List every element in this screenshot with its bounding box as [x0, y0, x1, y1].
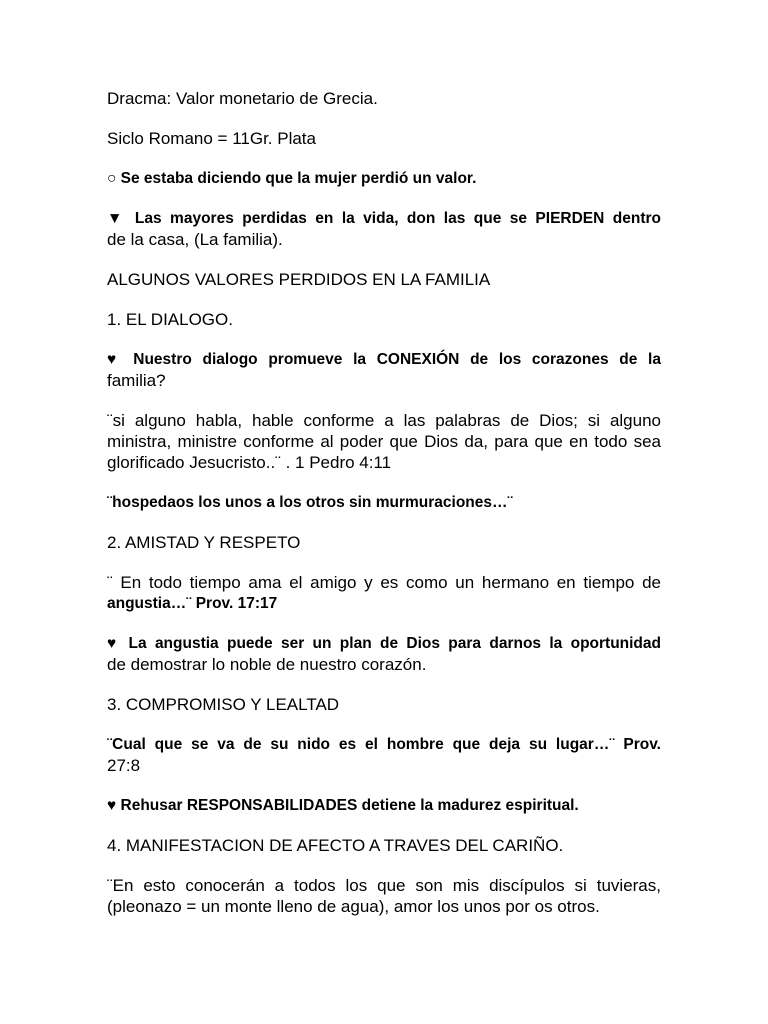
bullet-perdidas: ▼ Las mayores perdidas en la vida, don las que se PIERDEN dentro de la casa, (La familia).: [107, 210, 661, 249]
main-heading: ALGUNOS VALORES PERDIDOS EN LA FAMILIA: [107, 270, 491, 289]
definition-dracma: Dracma: Valor monetario de Grecia.: [107, 89, 378, 108]
quote-proverbios-27: ¨Cual que se va de su nido es el hombre que deja su lugar…¨ Prov. 27:8: [107, 736, 661, 775]
quote-1-pedro: ¨si alguno habla, hable conforme a las palabras de Dios; si alguno ministra, ministre conforme al poder que Dios da, para que en todo sea glorificado Jesucristo..¨ . 1 Pedro 4:11: [107, 411, 661, 472]
section-heading-1: 1. EL DIALOGO.: [107, 310, 233, 329]
paragraph-angustia: ♥ La angustia puede ser un plan de Dios para darnos la oportunidad de demostrar lo noble de nuestro corazón.: [107, 635, 661, 674]
paragraph-responsabilidades: ♥ Rehusar RESPONSABILIDADES detiene la madurez espiritual.: [107, 797, 579, 814]
section-heading-4: 4. MANIFESTACION DE AFECTO A TRAVES DEL CARIÑO.: [107, 836, 564, 855]
quote-proverbios-17: ¨ En todo tiempo ama el amigo y es como un hermano en tiempo de angustia…¨ Prov. 17:17: [107, 573, 661, 612]
paragraph-conexion: ♥ Nuestro dialogo promueve la CONEXIÓN de los corazones de la familia?: [107, 351, 661, 390]
section-heading-3: 3. COMPROMISO Y LEALTAD: [107, 695, 340, 714]
definition-siclo: Siclo Romano = 11Gr. Plata: [107, 129, 316, 148]
quote-discipulos: ¨En esto conocerán a todos los que son mis discípulos si tuvieras, (pleonazo = un monte lleno de agua), amor los unos por os otros.: [107, 876, 661, 916]
section-heading-2: 2. AMISTAD Y RESPETO: [107, 533, 301, 552]
bullet-valor: ○ Se estaba diciendo que la mujer perdió un valor.: [107, 170, 477, 187]
document-page: [107, 88, 661, 936]
quote-hospedaos: ¨hospedaos los unos a los otros sin murmuraciones…¨: [107, 494, 513, 511]
